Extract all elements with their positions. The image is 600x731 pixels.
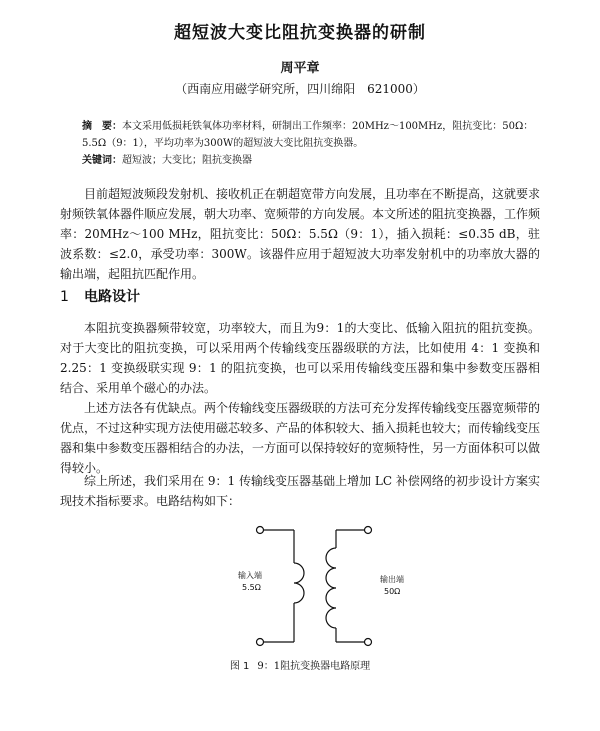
- abstract-block: [82, 118, 534, 169]
- input-terminal-top: [257, 527, 264, 534]
- input-impedance: 5.5Ω: [242, 583, 261, 592]
- input-terminal-bottom: [257, 639, 264, 646]
- figure-number: 图 1: [229, 661, 250, 672]
- circuit-svg: [200, 520, 420, 650]
- abstract-label: 摘 要：: [82, 121, 122, 132]
- output-impedance: 50Ω: [384, 587, 401, 596]
- intro-paragraph: 目前超短波频段发射机、接收机正在朝超宽带方向发展，且功率在不断提高，这就要求射频铁氧体器件顺应发展，朝大功率、宽频带的方向发展。本文所述的阻抗变换器，工作频率：20MHz～100 MHz，阻抗变比：50Ω：5.5Ω（9：1），插入损耗：≤0.35 dB，驻波系数：≤2.0，承受功率：300W。该器件应用于超短波大功率发射机中的功率放大器的输出端，起阻抗匹配作用。: [60, 187, 541, 281]
- keywords-text: 超短波；大变比；阻抗变换器: [122, 155, 252, 166]
- keywords-label: 关键词：: [82, 155, 122, 166]
- input-label: 输入端: [238, 571, 262, 580]
- section-number: 1: [60, 289, 69, 305]
- section-heading: [60, 286, 140, 306]
- primary-coil: [294, 563, 304, 603]
- output-terminal-bottom: [365, 639, 372, 646]
- abstract-text: 本文采用低损耗铁氧体功率材料，研制出工作频率：20MHz～100MHz，阻抗变比：50Ω：5.5Ω（9：1），平均功率为300W的超短波大变比阻抗变换器。: [82, 121, 534, 149]
- author-name: 周平章: [280, 61, 320, 76]
- output-terminal-top: [365, 527, 372, 534]
- figure-caption-text: 9：1阻抗变换器电路原理: [257, 661, 371, 672]
- circuit-diagram: [200, 520, 420, 650]
- keywords-line: [82, 152, 534, 169]
- section-paragraph-3: 综上所述，我们采用在 9：1 传输线变压器基础上增加 LC 补偿网络的初步设计方案实现技术指标要求。电路结构如下：: [60, 474, 540, 508]
- section-title: 电路设计: [84, 289, 140, 305]
- output-label: 输出端: [380, 575, 404, 584]
- paper-title: 超短波大变比阻抗变换器的研制: [174, 23, 426, 43]
- author-affiliation: （西南应用磁学研究所，四川绵阳 621000）: [175, 82, 425, 96]
- section-paragraph-1: 本阻抗变换器频带较宽，功率较大，而且为9：1的大变比、低输入阻抗的阻抗变换。对于大变比的阻抗变换，可以采用两个传输线变压器级联的方法，比如使用 4：1 变换和2.25：1 变换级联实现 9：1 的阻抗变换，也可以采用传输线变压器和集中参数变压器相结合、采用单个磁心的办法。: [60, 321, 540, 395]
- section-paragraph-2: 上述方法各有优缺点。两个传输线变压器级联的方法可充分发挥传输线变压器宽频带的优点，不过这种实现方法使用磁芯较多、产品的体积较大、插入损耗也较大；而传输线变压器和集中参数变压器相结合的办法，一方面可以保持较好的宽频特性，另一方面体积可以做得较小。: [60, 401, 541, 475]
- secondary-coil: [326, 548, 336, 628]
- figure-caption: [0, 657, 600, 672]
- abstract-line: [82, 118, 534, 152]
